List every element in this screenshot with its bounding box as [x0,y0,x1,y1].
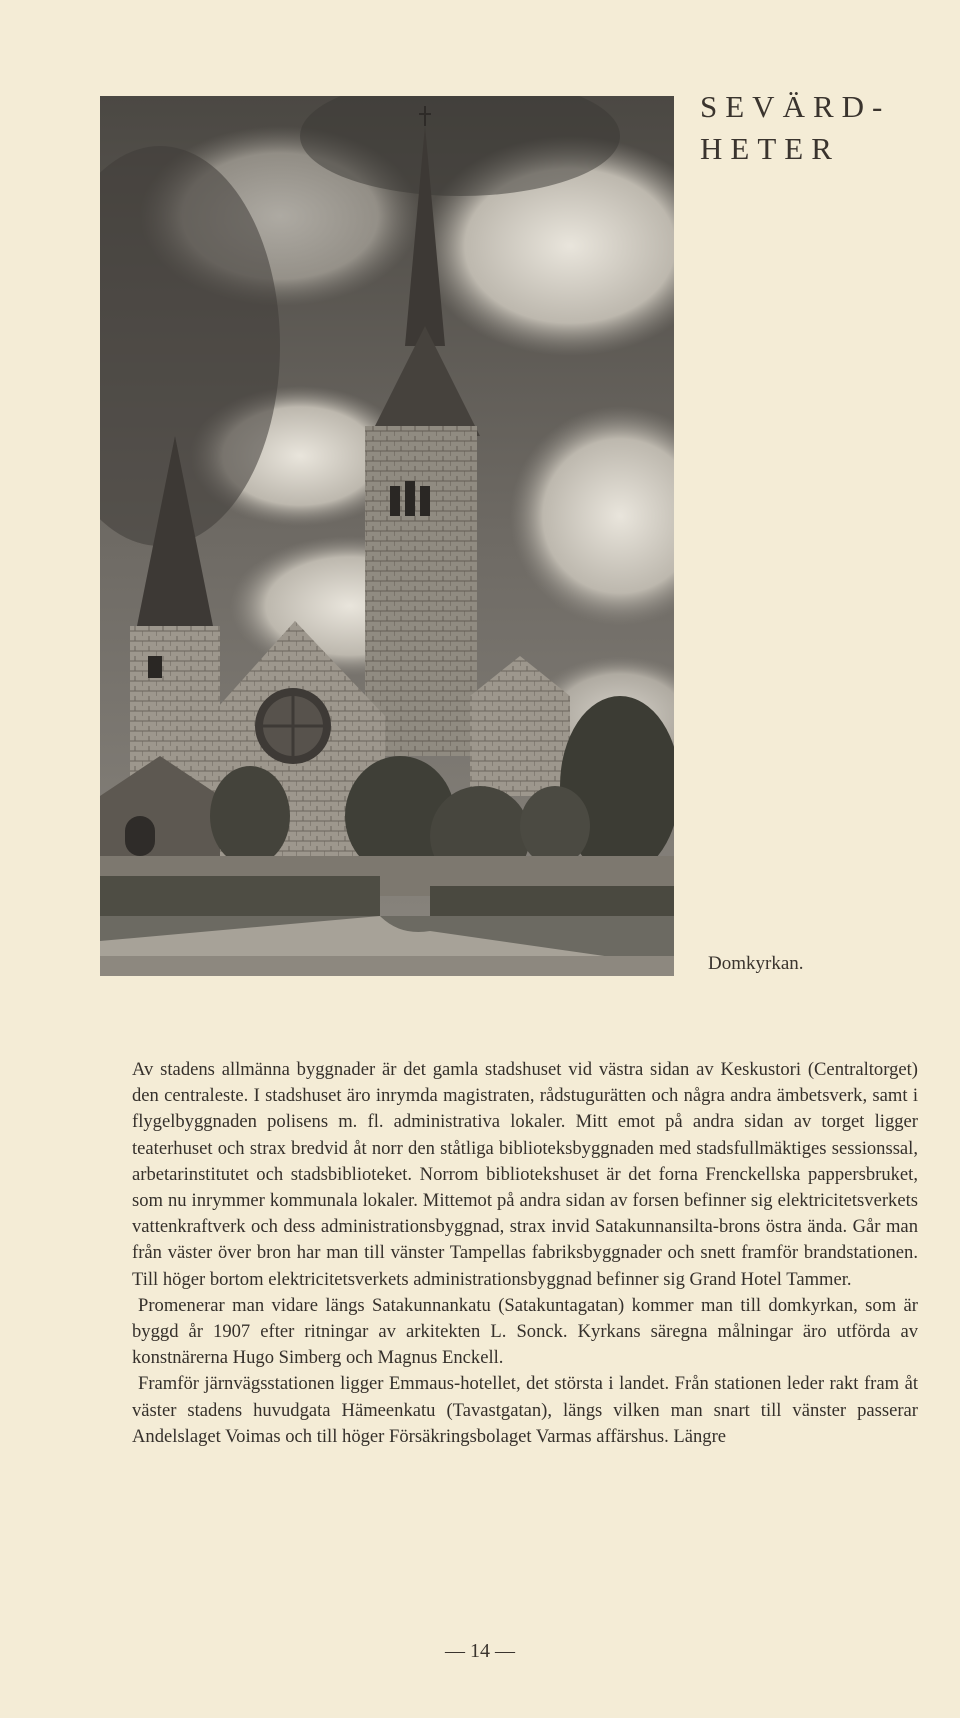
paragraph: Framför järnvägsstationen ligger Emmaus-hotellet, det största i landet. Från stationen leder rakt fram åt väster stadens huvudgata Hämeenkatu (Tavastgatan), längs vilken man snart till vänster passerar Andelslaget Voimas och till höger Försäkringsbolaget Varmas affärshus. Längre [132,1373,918,1447]
body-text [132,1057,918,1450]
cathedral-photo [100,96,674,976]
heading-line-2: HETER [700,131,840,166]
heading-line-1: SEVÄRD- [700,89,891,124]
paragraph: Av stadens allmänna byggnader är det gamla stadshuset vid västra sidan av Keskustori (Centraltorget) den centraleste. I stadshuset äro inrymda magistraten, rådstugurätten och några andra ämbetsverk, samt i flygelbyggnaden polisens m. fl. administrativa lokaler. Mitt emot på andra sidan av torget ligger teaterhuset och strax bredvid åt norr den ståtliga biblioteksbyggnaden med stadsfullmäktiges sessionssal, arbetarinstitutet och stadsbiblioteket. Norrom bibliotekshuset är det forna Frenckellska pappersbruket, som nu inrymmer kommunala lokaler. Mittemot på andra sidan av forsen befinner sig elektricitetsverkets vattenkraftverk och dess administrationsbyggnad, strax invid Satakunnansilta-brons östra ända. Går man från väster över bron har man till vänster Tampellas fabriksbyggnader och snett framför brandstationen. Till höger bortom elektricitetsverkets administrationsbyggnad befinner sig Grand Hotel Tammer. [132,1059,918,1290]
photo-caption: Domkyrkan. [708,953,804,974]
paragraph: Promenerar man vidare längs Satakunnankatu (Satakuntagatan) kommer man till domkyrkan, som är byggd år 1907 efter ritningar av arkitekten L. Sonck. Kyrkans säregna målningar äro utförda av konstnärerna Hugo Simberg och Magnus Enckell. [132,1294,918,1369]
page-number: — 14 — [445,1640,515,1662]
section-heading [700,86,890,170]
